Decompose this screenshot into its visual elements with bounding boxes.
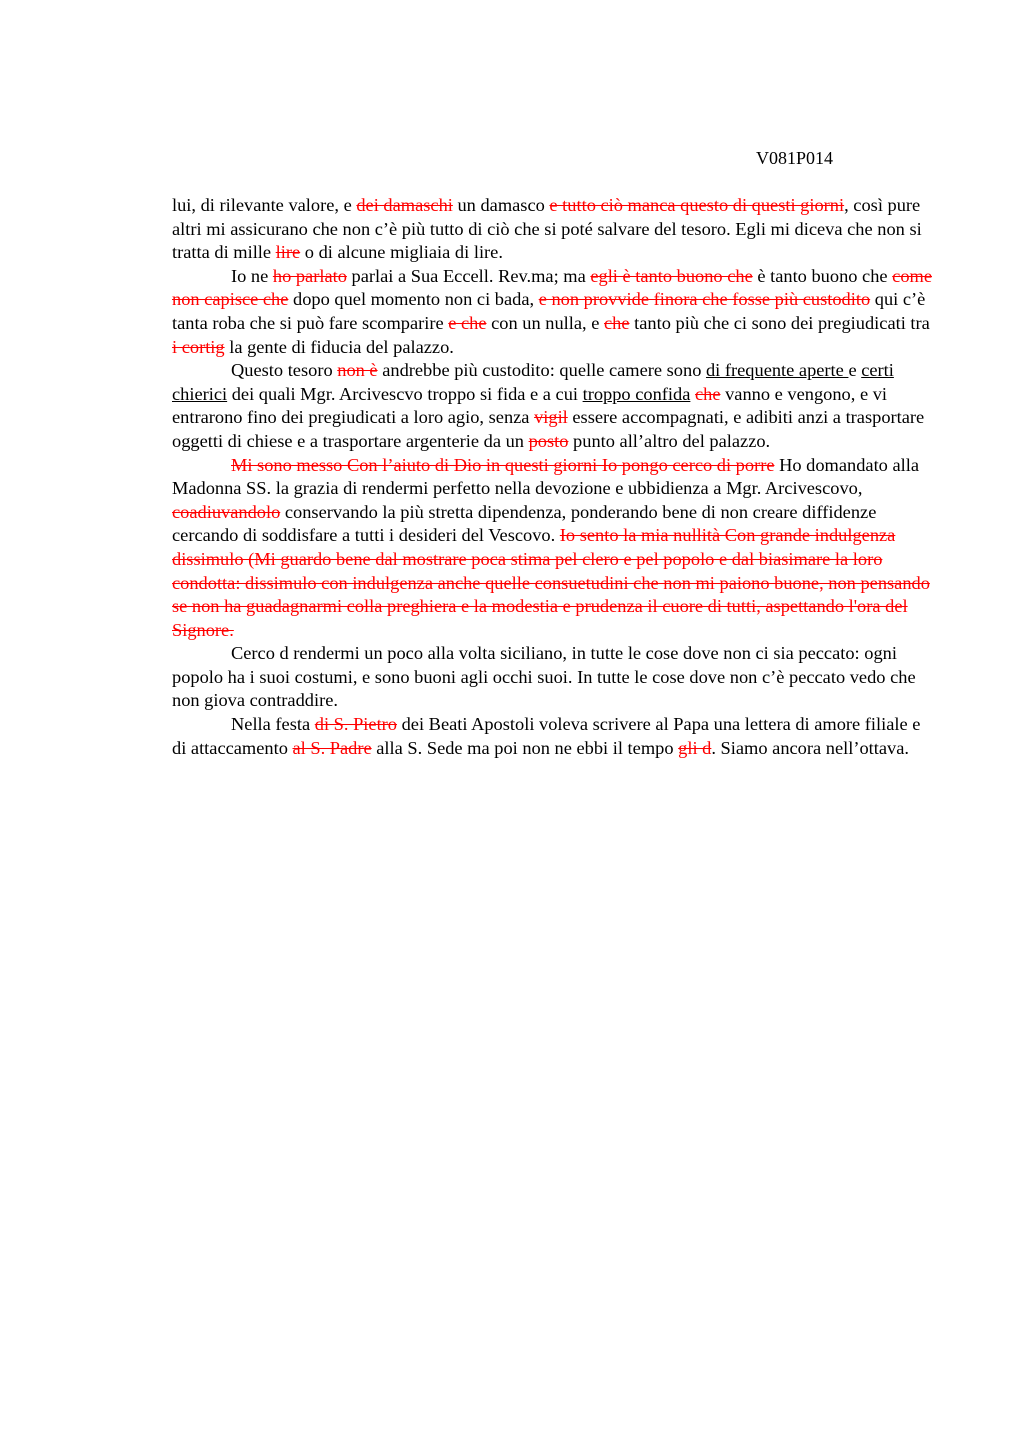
text-run: Questo tesoro bbox=[231, 360, 338, 381]
deleted-text: dei damaschi bbox=[356, 195, 453, 215]
text-run: alla S. Sede ma poi non ne ebbi il tempo bbox=[371, 737, 679, 758]
text-run: Ho domandato alla Madonna SS. la grazia di rendermi perfetto nella devozione e ubbidienza a Mgr. Arcivescovo, bbox=[172, 454, 920, 499]
text-run: lui, di rilevante valore, e bbox=[172, 195, 357, 215]
deleted-text: ho parlato bbox=[272, 265, 347, 286]
paragraph bbox=[172, 642, 932, 713]
text-run: la gente di fiducia del palazzo. bbox=[224, 336, 454, 357]
text-run: con un nulla, e bbox=[486, 312, 604, 333]
deleted-text: al S. Padre bbox=[292, 737, 372, 758]
deleted-text: come non capisce che bbox=[172, 265, 932, 310]
text-run: e bbox=[848, 360, 862, 381]
underlined-text: di frequente aperte bbox=[705, 360, 849, 381]
deleted-text: egli è tanto buono che bbox=[590, 265, 753, 286]
deleted-text: che bbox=[694, 383, 721, 404]
paragraph bbox=[172, 359, 932, 453]
text-run: dopo quel momento non ci bada, bbox=[288, 289, 539, 310]
text-run: è tanto buono che bbox=[752, 265, 893, 286]
deleted-text: gli d bbox=[678, 737, 712, 758]
text-run: un damasco bbox=[452, 195, 550, 215]
deleted-text: che bbox=[604, 312, 630, 333]
paragraph bbox=[172, 265, 932, 359]
text-run: dei Beati Apostoli voleva scrivere al Papa una lettera di amore filiale e di attaccamento bbox=[172, 714, 921, 758]
text-run: parlai a Sua Eccell. Rev.ma; ma bbox=[346, 265, 591, 286]
deleted-text: non è bbox=[337, 360, 378, 381]
text-run: Nella festa bbox=[231, 714, 315, 735]
text-run: , così pure altri mi assicurano che non c’è più tutto di ciò che si poté salvare del tesoro. Egli mi diceva che non si tratta di mille bbox=[172, 195, 922, 263]
paragraph bbox=[172, 454, 932, 643]
text-run: vanno e vengono, e vi entrarono fino dei pregiudicati a loro agio, senza bbox=[172, 383, 888, 428]
underlined-text: certi chierici bbox=[172, 360, 894, 404]
deleted-text: di S. Pietro bbox=[314, 714, 398, 735]
deleted-text: lire bbox=[275, 242, 301, 263]
text-run: dei quali Mgr. Arcivescvo troppo si fida e a cui bbox=[227, 383, 583, 404]
text-run: tanto più che ci sono dei pregiudicati tra bbox=[629, 312, 930, 333]
deleted-text: vigil bbox=[534, 407, 568, 428]
deleted-text: e non provvide finora che fosse più custodito bbox=[538, 289, 871, 310]
text-run: o di alcune migliaia di lire. bbox=[300, 242, 503, 263]
deleted-text: i cortig bbox=[172, 336, 225, 357]
manuscript-transcription bbox=[172, 194, 932, 760]
deleted-text: e tutto ciò manca questo di questi giorni bbox=[549, 195, 845, 215]
page-identifier: V081P014 bbox=[756, 148, 834, 168]
deleted-text: e che bbox=[448, 312, 487, 333]
text-run: . Siamo ancora nell’ottava. bbox=[711, 737, 909, 758]
text-run: conservando la più stretta dipendenza, ponderando bene di non creare diffidenze cercando di soddisfare a tutti i desideri del Vescovo. bbox=[172, 501, 877, 546]
underlined-text: troppo confida bbox=[582, 383, 691, 404]
text-run: Cerco d rendermi un poco alla volta siciliano, in tutte le cose dove non ci sia peccato: ogni popolo ha i suoi costumi, e sono buoni agli occhi suoi. In tutte le cose dove non c’è peccato vedo che non giova contraddire. bbox=[172, 643, 916, 711]
text-run: punto all’altro del palazzo. bbox=[568, 430, 771, 451]
text-run: andrebbe più custodito: quelle camere sono bbox=[377, 360, 706, 381]
deleted-text: coadiuvandolo bbox=[172, 501, 281, 522]
text-run: essere accompagnati, e adibiti anzi a trasportare oggetti di chiese e a trasportare argenterie da un bbox=[172, 407, 925, 451]
deleted-text: Io sento la mia nullità Con grande indulgenza dissimulo (Mi guardo bene dal mostrare poca stima pel clero e pel popolo e dal biasimare la loro condotta: dissimulo con indulgenza anche quelle consuetudini che non mi paiono buone, non pensando se non ha guadagnarmi colla preghiera e la modestia e prudenza il cuore di tutti, aspettando l'ora del Signore. bbox=[172, 525, 930, 640]
text-run: Io ne bbox=[231, 265, 273, 286]
paragraph bbox=[172, 194, 932, 265]
text-run: qui c’è tanta roba che si può fare scomparire bbox=[172, 289, 926, 333]
deleted-text: posto bbox=[528, 430, 569, 451]
paragraph bbox=[172, 713, 932, 760]
deleted-text: Mi sono messo Con l’aiuto di Dio in questi giorni Io pongo cerco di porre bbox=[231, 454, 775, 475]
